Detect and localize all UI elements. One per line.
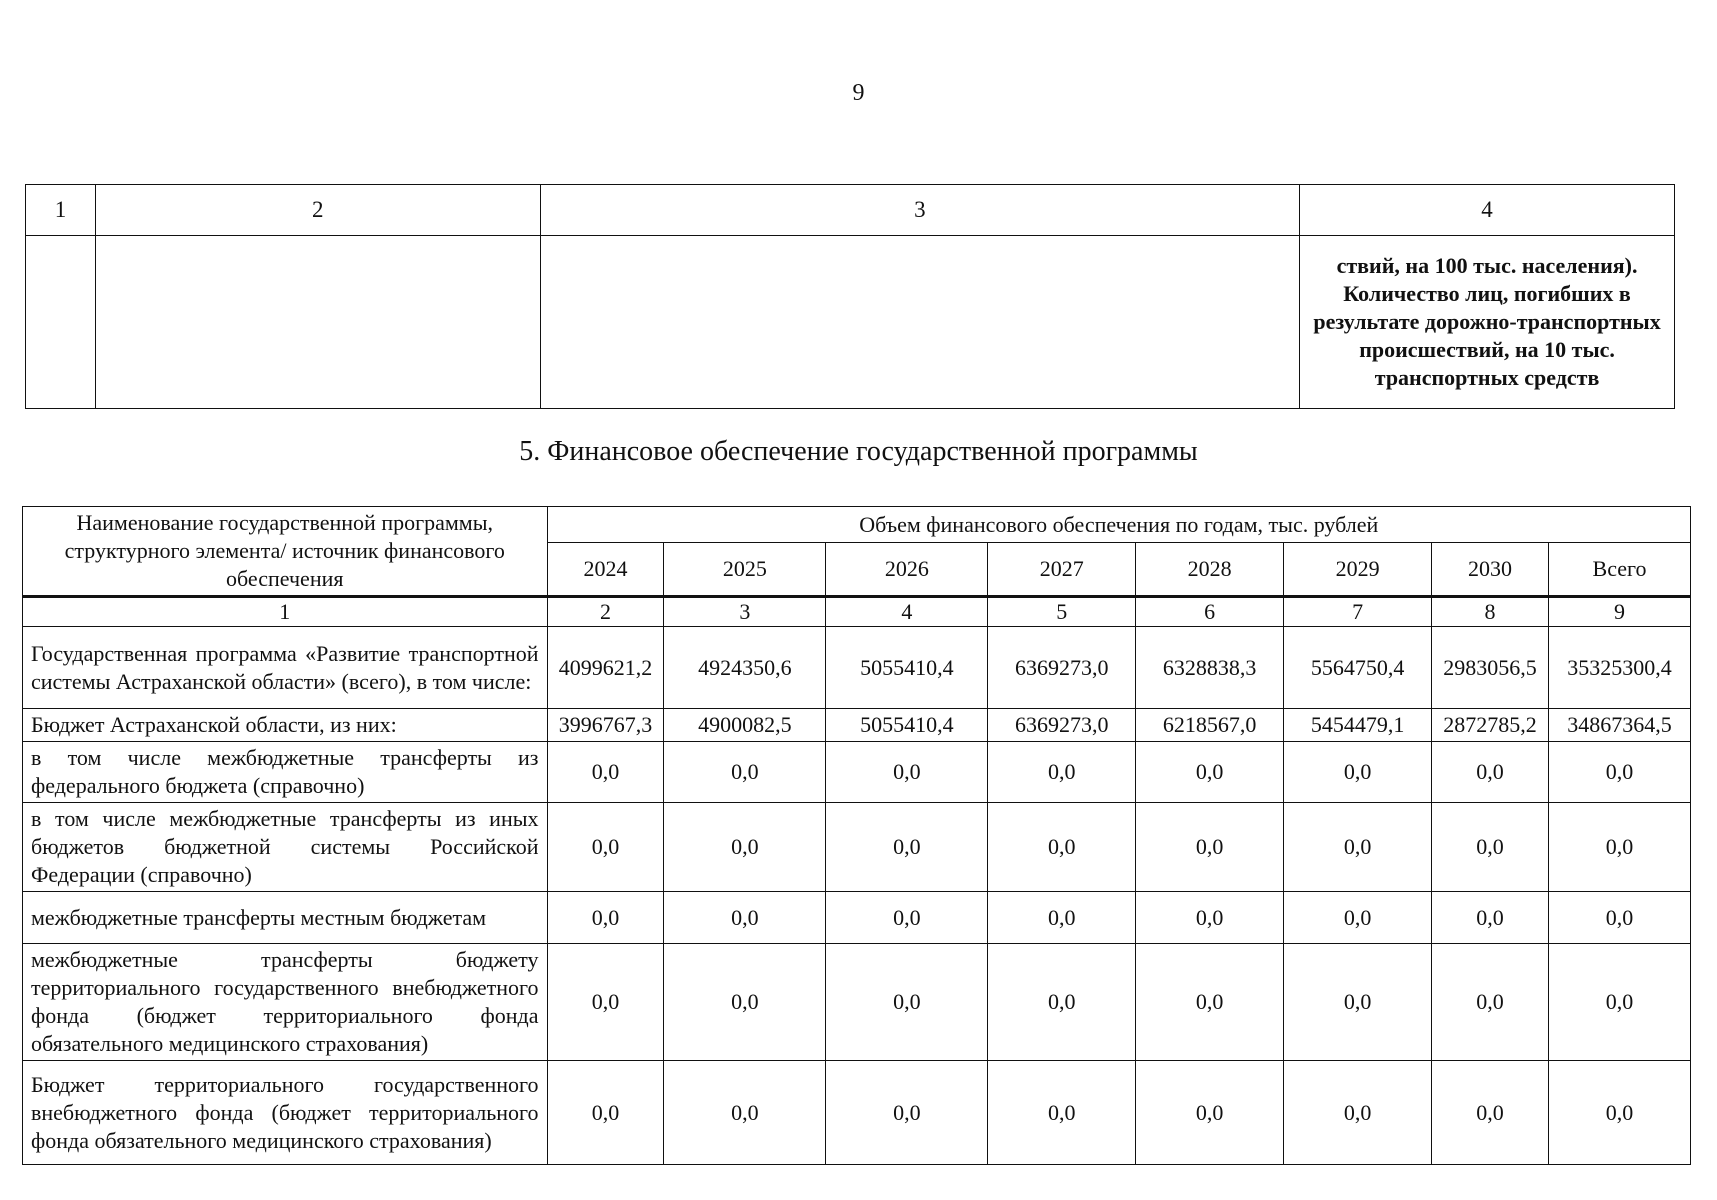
value-cell: 0,0 (1284, 803, 1432, 892)
value-cell: 0,0 (1549, 944, 1691, 1061)
value-cell: 0,0 (988, 742, 1136, 803)
table-row (23, 627, 1691, 709)
column-index: 1 (23, 597, 548, 627)
year-header: 2024 (547, 543, 664, 597)
volume-header: Объем финансового обеспечения по годам, тыс. рублей (547, 507, 1691, 543)
value-cell: 4099621,2 (547, 627, 664, 709)
value-cell: 0,0 (547, 742, 664, 803)
row-name: Бюджет Астраханской области, из них: (23, 709, 548, 742)
header-cell: 2 (95, 185, 540, 236)
value-cell: 34867364,5 (1549, 709, 1691, 742)
year-header: Всего (1549, 543, 1691, 597)
table-row (23, 892, 1691, 944)
column-index: 9 (1549, 597, 1691, 627)
value-cell: 4900082,5 (664, 709, 826, 742)
row-name: Государственная программа «Развитие транспортной системы Астраханской области» (всего), в том числе: (23, 627, 548, 709)
table-row (23, 944, 1691, 1061)
table-row (23, 803, 1691, 892)
value-cell: 0,0 (547, 803, 664, 892)
year-header: 2030 (1432, 543, 1549, 597)
value-cell: 0,0 (1284, 1061, 1432, 1165)
column-index: 4 (826, 597, 988, 627)
name-header: Наименование государственной программы, структурного элемента/ источник финансового обеспечения (23, 507, 548, 597)
value-cell: 0,0 (1136, 944, 1284, 1061)
year-header: 2026 (826, 543, 988, 597)
value-cell: 0,0 (988, 944, 1136, 1061)
value-cell: 0,0 (1284, 892, 1432, 944)
value-cell: 2983056,5 (1432, 627, 1549, 709)
value-cell: 4924350,6 (664, 627, 826, 709)
value-cell: 0,0 (664, 1061, 826, 1165)
value-cell: 0,0 (1284, 944, 1432, 1061)
value-cell: 0,0 (1432, 742, 1549, 803)
value-cell: 0,0 (1136, 1061, 1284, 1165)
continuation-header-row (26, 185, 1675, 236)
continuation-table (25, 184, 1675, 409)
value-cell: 5564750,4 (1284, 627, 1432, 709)
section-title: 5. Финансовое обеспечение государственной программы (519, 436, 1198, 467)
value-cell: 2872785,2 (1432, 709, 1549, 742)
value-cell: 0,0 (826, 892, 988, 944)
table-row (23, 742, 1691, 803)
value-cell: 35325300,4 (1549, 627, 1691, 709)
value-cell: 0,0 (988, 803, 1136, 892)
column-index: 5 (988, 597, 1136, 627)
column-index-row (23, 597, 1691, 627)
year-header: 2025 (664, 543, 826, 597)
value-cell: 0,0 (1432, 892, 1549, 944)
value-cell: 0,0 (664, 944, 826, 1061)
value-cell: 5055410,4 (826, 627, 988, 709)
column-index: 7 (1284, 597, 1432, 627)
page-number: 9 (852, 80, 865, 106)
value-cell: 0,0 (1136, 892, 1284, 944)
header-cell: 3 (540, 185, 1299, 236)
row-name: Бюджет территориального государственного внебюджетного фонда (бюджет территориального фонда обязательного медицинского страхования) (23, 1061, 548, 1165)
continuation-row (26, 236, 1675, 409)
value-cell: 0,0 (1549, 892, 1691, 944)
year-header: 2029 (1284, 543, 1432, 597)
table-row (23, 1061, 1691, 1165)
value-cell: 0,0 (664, 803, 826, 892)
value-cell: 0,0 (1549, 1061, 1691, 1165)
value-cell: 0,0 (1432, 803, 1549, 892)
row-name: в том числе межбюджетные трансферты из федерального бюджета (справочно) (23, 742, 548, 803)
value-cell: 0,0 (664, 742, 826, 803)
value-cell: 5454479,1 (1284, 709, 1432, 742)
value-cell: 0,0 (1136, 803, 1284, 892)
value-cell: 6369273,0 (988, 627, 1136, 709)
empty-cell (540, 236, 1299, 409)
value-cell: 0,0 (1136, 742, 1284, 803)
column-index: 3 (664, 597, 826, 627)
header-cell: 1 (26, 185, 96, 236)
value-cell: 6328838,3 (1136, 627, 1284, 709)
financing-table (22, 506, 1691, 1165)
value-cell: 0,0 (1549, 803, 1691, 892)
value-cell: 0,0 (826, 944, 988, 1061)
column-index: 8 (1432, 597, 1549, 627)
empty-cell (95, 236, 540, 409)
value-cell: 0,0 (826, 1061, 988, 1165)
value-cell: 0,0 (1284, 742, 1432, 803)
header-row-top (23, 507, 1691, 543)
column-index: 6 (1136, 597, 1284, 627)
table-row (23, 709, 1691, 742)
year-header: 2028 (1136, 543, 1284, 597)
value-cell: 6218567,0 (1136, 709, 1284, 742)
row-name: в том числе межбюджетные трансферты из иных бюджетов бюджетной системы Российской Федерации (справочно) (23, 803, 548, 892)
header-cell: 4 (1300, 185, 1675, 236)
value-cell: 0,0 (547, 892, 664, 944)
value-cell: 3996767,3 (547, 709, 664, 742)
indicator-text: ствий, на 100 тыс. населения). Количество лиц, погибших в результате дорожно-транспортных происшествий, на 10 тыс. транспортных средств (1300, 236, 1675, 409)
value-cell: 0,0 (826, 742, 988, 803)
value-cell: 5055410,4 (826, 709, 988, 742)
column-index: 2 (547, 597, 664, 627)
empty-cell (26, 236, 96, 409)
value-cell: 0,0 (1432, 1061, 1549, 1165)
value-cell: 0,0 (826, 803, 988, 892)
value-cell: 0,0 (988, 892, 1136, 944)
value-cell: 0,0 (547, 944, 664, 1061)
value-cell: 0,0 (547, 1061, 664, 1165)
row-name: межбюджетные трансферты бюджету территориального государственного внебюджетного фонда (бюджет территориального фонда обязательного медицинского страхования) (23, 944, 548, 1061)
value-cell: 0,0 (1549, 742, 1691, 803)
value-cell: 0,0 (1432, 944, 1549, 1061)
year-header: 2027 (988, 543, 1136, 597)
row-name: межбюджетные трансферты местным бюджетам (23, 892, 548, 944)
value-cell: 6369273,0 (988, 709, 1136, 742)
value-cell: 0,0 (664, 892, 826, 944)
value-cell: 0,0 (988, 1061, 1136, 1165)
